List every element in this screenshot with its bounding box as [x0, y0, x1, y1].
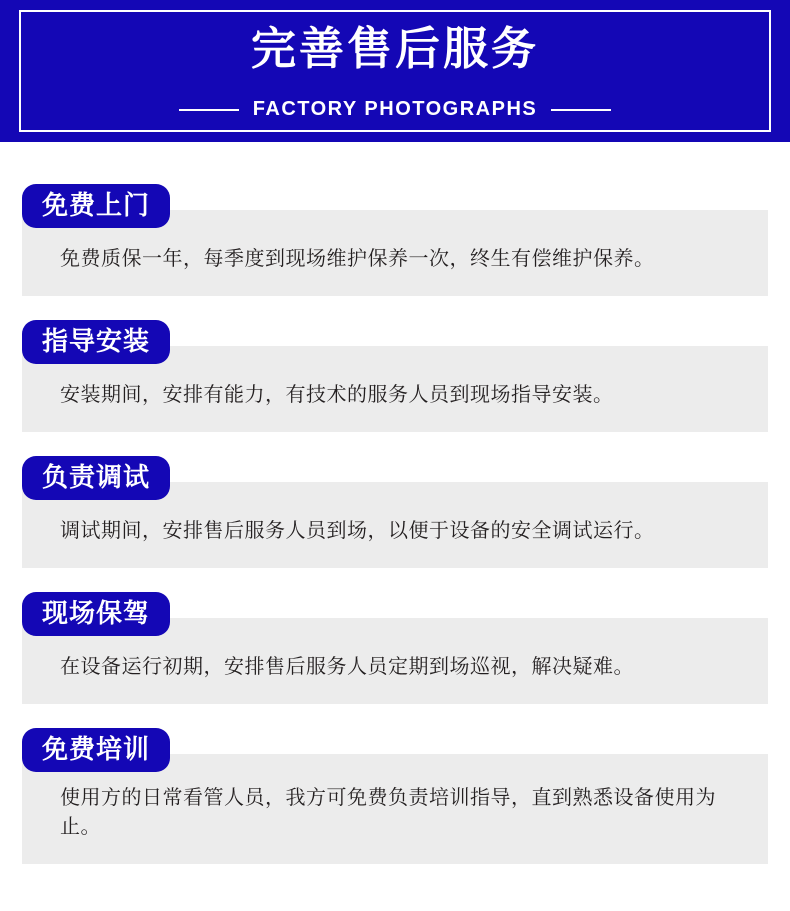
- service-section-free-training: [0, 728, 790, 864]
- section-label-badge: 现场保驾: [22, 592, 170, 636]
- subtitle-rule-right: [551, 109, 611, 111]
- header-subtitle-group: [0, 98, 790, 121]
- service-section-free-onsite: [0, 184, 790, 296]
- section-body-text: 调试期间，安排售后服务人员到场，以便于设备的安全调试运行。: [60, 519, 655, 542]
- section-label-badge: 免费上门: [22, 184, 170, 228]
- section-body-text: 使用方的日常看管人员，我方可免费负责培训指导，直到熟悉设备使用为止。: [60, 787, 716, 838]
- section-body-text: 在设备运行初期，安排售后服务人员定期到场巡视，解决疑难。: [60, 655, 634, 678]
- content-area: [0, 142, 790, 911]
- section-label-badge: 指导安装: [22, 320, 170, 364]
- service-section-onsite-support: [0, 592, 790, 704]
- section-label-badge: 免费培训: [22, 728, 170, 772]
- section-body-text: 安装期间，安排有能力，有技术的服务人员到现场指导安装。: [60, 383, 614, 406]
- page-header: [0, 0, 790, 142]
- section-body-text: 免费质保一年，每季度到现场维护保养一次，终生有偿维护保养。: [60, 247, 655, 270]
- page-subtitle: FACTORY PHOTOGRAPHS: [252, 98, 538, 120]
- service-section-commissioning: [0, 456, 790, 568]
- subtitle-rule-left: [179, 109, 239, 111]
- section-label-badge: 负责调试: [22, 456, 170, 500]
- service-section-install-guidance: [0, 320, 790, 432]
- page-title: 完善售后服务: [250, 23, 539, 74]
